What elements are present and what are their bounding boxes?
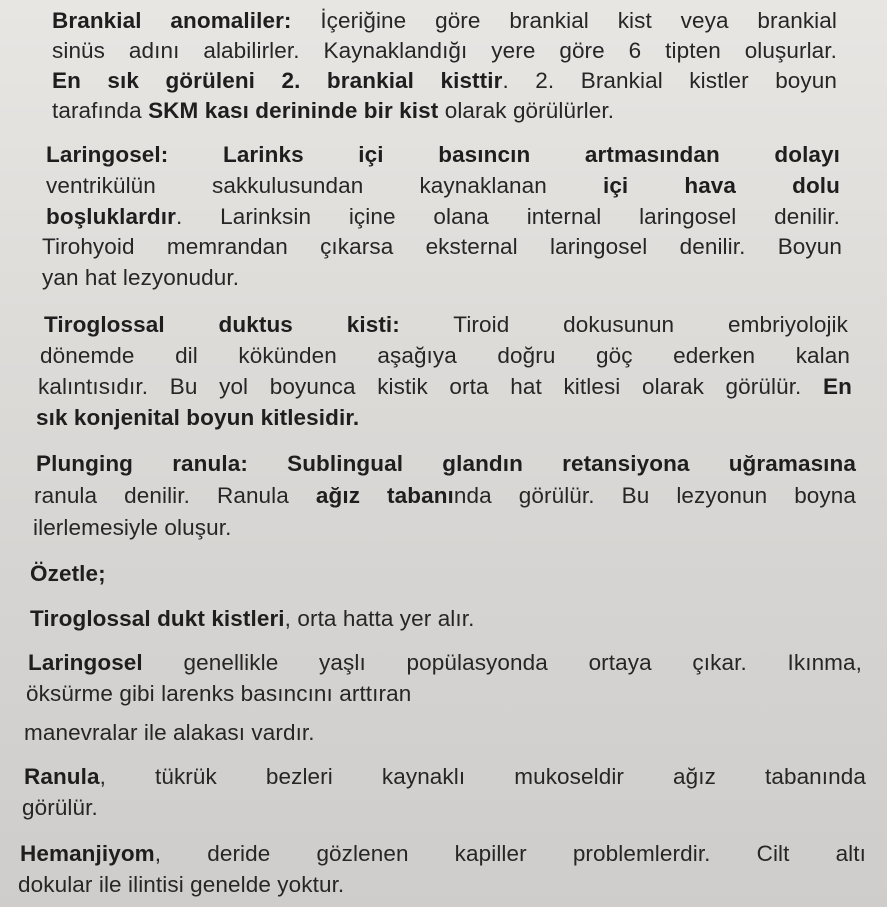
text-span: yan hat lezyonudur. [42,265,240,290]
text-line [30,560,106,588]
text-line [24,719,315,747]
text-line [18,871,344,899]
text-line [40,342,850,370]
text-line [24,763,866,791]
text-line [28,649,862,677]
text-span: nda görülür. Bu lezyonun boyna [453,483,856,508]
text-span: İçeriğine göre brankial kist veya brankial [291,8,837,33]
text-line [36,450,856,478]
bold-text: En [823,374,852,399]
text-line [22,794,98,822]
text-span: ventrikülün sakkulusundan kaynaklanan [46,173,603,198]
text-span: dokular ile ilintisi genelde yoktur. [18,872,345,897]
bold-text: SKM kası derininde bir kist [148,98,439,123]
bold-text: Brankial anomaliler: [52,8,292,33]
text-line [46,172,840,200]
text-line [33,514,231,542]
text-line [30,605,474,633]
bold-text: Hemanjiyom [20,841,155,866]
text-span: manevralar ile alakası vardır. [24,720,315,745]
text-line [52,67,837,95]
text-span: ranula denilir. Ranula [34,483,316,508]
text-line [52,7,837,35]
bold-text: Tiroglossal dukt kistleri [30,606,285,631]
bold-text: Larinks içi basıncın artmasından dolayı [168,142,840,167]
text-span: öksürme gibi larenks basıncını arttıran [26,681,412,706]
text-line [46,203,840,231]
bold-text: En sık görüleni 2. brankial kisttir [52,68,503,93]
bold-text: Laringosel: [46,142,169,167]
text-span: tarafında [52,98,149,123]
text-line [42,233,842,261]
bold-text: boşluklardır [46,204,176,229]
text-line [34,482,856,510]
bold-text: ağız tabanı [315,483,454,508]
text-span: ilerlemesiyle oluşur. [33,515,232,540]
text-span: . Larinksin içine olana internal laringosel denilir. [175,204,840,229]
text-span: , deride gözlenen kapiller problemlerdir. Cilt altı [154,841,866,866]
text-line [36,404,359,432]
text-span: , tükrük bezleri kaynaklı mukoseldir ağız tabanında [99,764,866,789]
text-line [20,840,866,868]
text-line [42,264,239,292]
text-span: Tirohyoid memrandan çıkarsa eksternal laringosel denilir. Boyun [42,234,842,259]
text-line [26,680,411,708]
text-span: dönemde dil kökünden aşağıya doğru göç ederken kalan [40,343,850,368]
bold-text: Tiroglossal duktus kisti: [44,312,400,337]
text-span: sinüs adını alabilirler. Kaynaklandığı yere göre 6 tipten oluşurlar. [52,38,837,63]
text-span: olarak görülürler. [438,98,615,123]
text-span: görülür. [22,795,98,820]
text-span: , orta hatta yer alır. [284,606,475,631]
text-span: Tiroid dokusunun embriyolojik [399,312,848,337]
bold-text: Ranula [24,764,100,789]
text-span: genellikle yaşlı popülasyonda ortaya çıkar. Ikınma, [142,650,862,675]
text-span: kalıntısıdır. Bu yol boyunca kistik orta hat kitlesi olarak görülür. [38,374,824,399]
text-line [52,97,614,125]
bold-text: Plunging ranula: Sublingual glandın retansiyona uğramasına [36,451,856,476]
text-line [44,311,848,339]
bold-text: içi hava dolu [602,173,840,198]
bold-text: sık konjenital boyun kitlesidir. [36,405,360,430]
text-line [46,141,840,169]
text-line [38,373,852,401]
bold-text: Özetle; [30,561,106,586]
text-span: . 2. Brankial kistler boyun [502,68,837,93]
bold-text: Laringosel [28,650,143,675]
text-line [52,37,837,65]
